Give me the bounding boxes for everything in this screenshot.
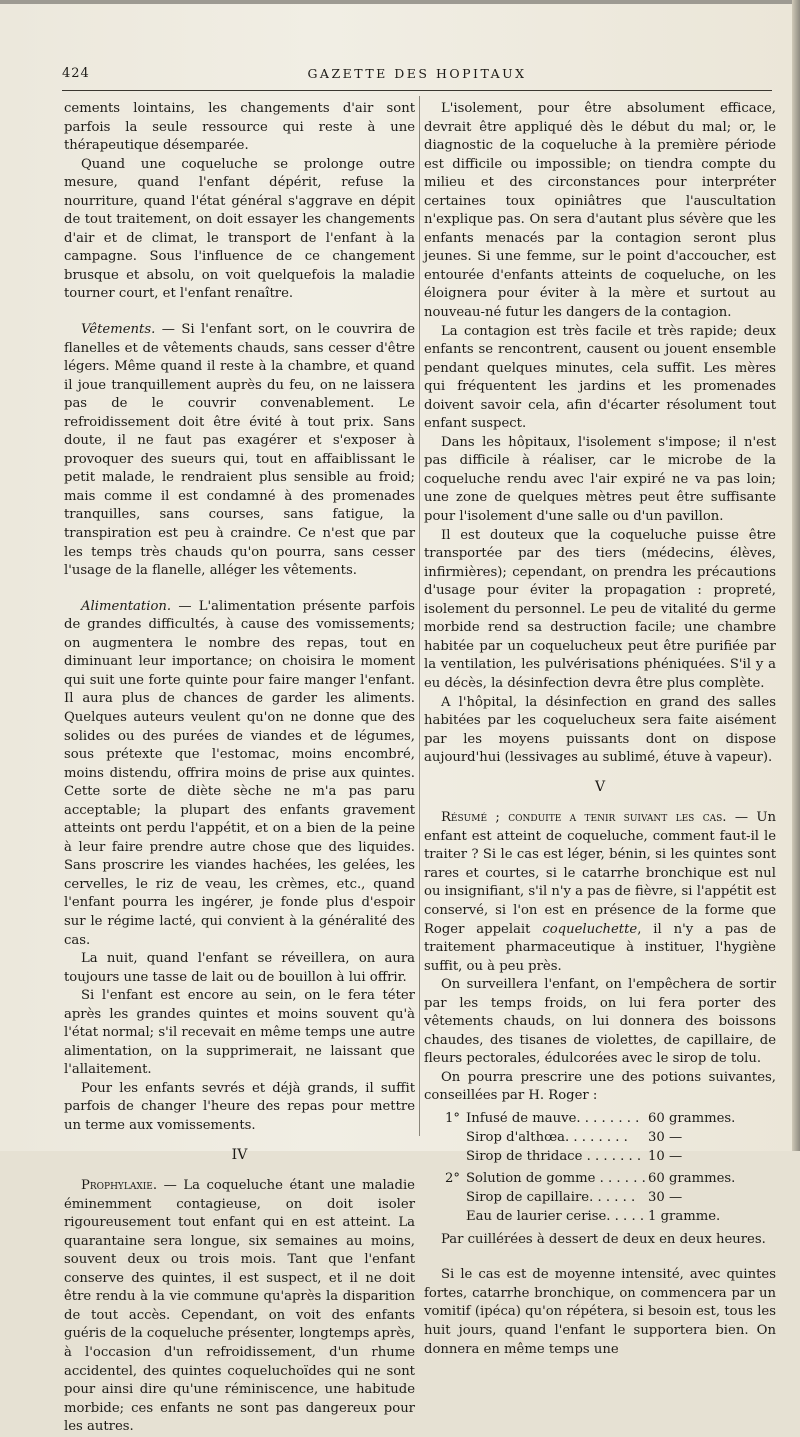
header-rule — [62, 90, 772, 91]
paragraph-resume — [424, 809, 776, 976]
paragraph: Pour les enfants sevrés et déjà grands, il suffit parfois de changer l'heure des repas pour mettre un terme aux vomissements. — [64, 1080, 415, 1133]
italic-term: coqueluchette — [542, 921, 638, 937]
paragraph-text: — La coqueluche étant une maladie éminemment contagieuse, on doit isoler rigoureusement tout enfant qui en est atteint. La quarantaine sera longue, six semaines au moins, souvent deux ou trois mois. Tant que l'enfant conserve des quintes, il est suspect, et il ne doit être rendu à la vie commune qu'après la disparition de tout accès. Cependant, on voit des enfants guéris de la coqueluche présenter, longtemps après, à l'occasion d'un refroidissement, d'un rhume accidentel, des quintes coqueluchoïdes qui ne sont pour ainsi dire qu'une réminiscence, une habitude morbide; ces enfants ne sont pas dangereux pour les autres. — [64, 1178, 416, 1435]
paragraph-text: — Un enfant est atteint de coqueluche, comment faut-il le traiter ? Si le cas est léger, bénin, si les quintes sont rares et courtes, si le catarrhe bronchique est nul ou insignifiant, s'il n'y a pas de fièvre, si l'appétit est conservé, si l'on est en présence de la forme que Roger appelait — [424, 810, 776, 937]
recipe-ingredient: Solution de gomme . . . . . . — [466, 1171, 646, 1187]
recipe-ingredient: Sirop de thridace . . . . . . . — [466, 1148, 642, 1164]
paragraph-text: — L'alimentation présente parfois de grandes difficultés, à cause des vomissements; on augmentera le nombre des repas, tout en diminuant leur importance; on choisira le moment qui suit une forte quinte pour faire manger l'enfant. Il aura plus de chances de garder les aliments. Quelques auteurs veulent qu'on ne donne que des solides ou des purées de viandes et de légumes, sous prétexte que l'estomac, moins encombré, moins distendu, offrira moins de prise aux quintes. Cette sorte de diète sèche ne m'a pas paru acceptable; la plupart des enfants gravement atteints ont perdu l'appétit, et on a bien de la peine à leur faire prendre autre chose que des liquides. Sans proscrire les viandes hachées, les gelées, les cervelles, le riz de veau, les crèmes, etc., quand l'enfant pourra les ingérer, je fonde plus d'espoir sur le régime lacté, qui convient à la généralité des cas. — [64, 598, 415, 948]
paragraph-text: , il n'y a pas de traitement pharmaceutique à instituer, l'hygiène suffit, ou à peu près. — [424, 921, 777, 974]
recipe-number — [424, 1189, 466, 1208]
paragraph: On pourra prescrire une des potions suivantes, conseillées par H. Roger : — [424, 1069, 776, 1104]
recipe-quantity: 10 — — [648, 1148, 683, 1164]
recipe-line — [424, 1110, 776, 1129]
recipe-number: 2° — [445, 1171, 460, 1187]
paragraph-text: — Si l'enfant sort, on le couvrira de flanelles et de vêtements chauds, sans cesser d'être légers. Même quand il reste à la chambre, et quand il joue tranquillement auprès du feu, on ne laissera pas de le couvrir convenablement. Le refroidissement doit être évité à tout prix. Sans doute, il ne faut pas exagérer et s'exposer à provoquer des sueurs qui, tout en affaiblissant le petit malade, le rendraient plus sensible au froid; mais comme il est condamné à des promenades tranquilles, sans courses, sans fatigue, la transpiration est peu à craindre. Ce n'est que par les temps très chauds qu'on pourra, sans cesser l'usage de la flanelle, alléger les vêtements. — [64, 322, 415, 579]
recipe-number — [424, 1129, 466, 1148]
section-heading-iv: IV — [231, 1146, 248, 1163]
recipe-number — [424, 1208, 466, 1227]
recipe-line — [424, 1148, 776, 1167]
paragraph: Si le cas est de moyenne intensité, avec quintes fortes, catarrhe bronchique, on commencera par un vomitif (ipéca) qu'on répétera, si besoin est, tous les huit jours, quand l'enfant le supportera bien. On donnera en même temps une — [424, 1267, 776, 1357]
page-header — [62, 66, 772, 86]
recipe-ingredient: Infusé de mauve. . . . . . . . — [466, 1110, 640, 1126]
paragraph-lead: Vêtements. — [81, 322, 156, 338]
paragraph: Il est douteux que la coqueluche puisse être transportée par des tiers (médecins, élèves, infirmières); cependant, on prendra les précautions d'usage pour éviter la propagation : propreté, isolement du personnel. Le peu de vitalité du germe morbide rend sa destruction facile; une chambre habitée par un coquelucheux peut être purifiée par la ventilation, les pulvérisations phéniquées. S'il y a eu décès, la désinfection devra être plus complète. — [424, 527, 776, 691]
prescription-2 — [424, 1170, 776, 1226]
recipe-quantity: 60 grammes. — [648, 1171, 736, 1187]
recipe-line — [424, 1208, 776, 1227]
recipe-ingredient: Sirop d'althœa. . . . . . . . — [466, 1129, 628, 1145]
paragraph-lead: Prophylaxie. — [81, 1178, 158, 1194]
recipe-quantity: 30 — — [648, 1190, 683, 1206]
paragraph: L'isolement, pour être absolument efficace, devrait être appliqué dès le début du mal; or, le diagnostic de la coqueluche à la première période est difficile ou impossible; on tiendra compte du milieu et des circonstances pour interpréter certaines toux opiniâtres que l'auscultation n'explique pas. On sera d'autant plus sévère que les enfants menacés par la contagion seront plus jeunes. Si une femme, sur le point d'accoucher, est entourée d'enfants atteints de coqueluche, on les éloignera pour éviter à la mère et surtout au nouveau-né futur les dangers de la contagion. — [424, 101, 776, 321]
recipe-ingredient: Eau de laurier cerise. . . . . — [466, 1208, 645, 1224]
page-number: 424 — [62, 66, 90, 81]
paragraph: On surveillera l'enfant, on l'empêchera de sortir par les temps froids, on lui fera porter des vêtements chauds, on lui donnera des boissons chaudes, des tisanes de violettes, de capillaire, de fleurs pectorales, édulcorées avec le sirop de tolu. — [424, 977, 776, 1067]
paragraph: Par cuillérées à dessert de deux en deux heures. — [441, 1231, 766, 1247]
paragraph-lead: Résumé ; conduite a tenir suivant les cas. — [441, 810, 727, 826]
paragraph: A l'hôpital, la désinfection en grand des salles habitées par les coquelucheux sera faite aisément par les moyens puissants dont on dispose aujourd'hui (lessivages au sublimé, étuve à vapeur). — [424, 694, 776, 766]
recipe-quantity: 60 grammes. — [648, 1110, 736, 1126]
recipe-number — [424, 1148, 466, 1167]
recipe-line — [424, 1129, 776, 1148]
paragraph: Quand une coqueluche se prolonge outre mesure, quand l'enfant dépérit, refuse la nourriture, quand l'état général s'aggrave en dépit de tout traitement, on doit essayer les changements d'air et de climat, le transport de l'enfant à la campagne. Sous l'influence de ce changement brusque et absolu, on voit quelquefois la maladie tourner court, et l'enfant renaître. — [64, 156, 415, 302]
running-title: GAZETTE DES HOPITAUX — [307, 66, 527, 81]
recipe-quantity: 30 — — [648, 1129, 683, 1145]
right-column — [424, 100, 776, 1359]
paragraph-alimentation — [64, 598, 415, 950]
paragraph-prophylaxie — [64, 1177, 415, 1437]
page-edge — [792, 0, 800, 1151]
recipe-ingredient: Sirop de capillaire. . . . . . — [466, 1190, 636, 1206]
paragraph: Si l'enfant est encore au sein, on le fera téter après les grandes quintes et moins souvent qu'à l'état normal; s'il recevait en même temps une autre alimentation, on la supprimerait, ne laissant que l'allaitement. — [64, 988, 415, 1078]
paragraph: Dans les hôpitaux, l'isolement s'impose; il n'est pas difficile à réaliser, car le microbe de la coqueluche rendu avec l'air expiré ne va pas loin; une zone de quelques mètres peut être suffisante pour l'isolement d'une salle ou d'un pavillon. — [424, 434, 776, 525]
paragraph: La nuit, quand l'enfant se réveillera, on aura toujours une tasse de lait ou de bouillon à lui offrir. — [64, 951, 415, 985]
left-column — [64, 100, 415, 1437]
section-heading-v: V — [594, 778, 606, 795]
top-border — [0, 0, 800, 4]
prescription-1 — [424, 1110, 776, 1166]
paragraph: La contagion est très facile et très rapide; deux enfants se rencontrent, causent ou jouent ensemble pendant quelques minutes, cela suffit. Les mères qui fréquentent les jardins et les promenades doivent savoir cela, afin d'écarter résolument tout enfant suspect. — [424, 323, 776, 432]
paragraph: cements lointains, les changements d'air sont parfois la seule ressource qui reste à une thérapeutique désemparée. — [64, 101, 415, 154]
recipe-line — [424, 1170, 776, 1189]
paragraph-vetements — [64, 321, 415, 581]
column-divider — [419, 96, 420, 1136]
recipe-quantity: 1 gramme. — [648, 1208, 721, 1224]
recipe-number: 1° — [445, 1110, 460, 1126]
paragraph-lead: Alimentation. — [81, 598, 172, 614]
recipe-line — [424, 1189, 776, 1208]
